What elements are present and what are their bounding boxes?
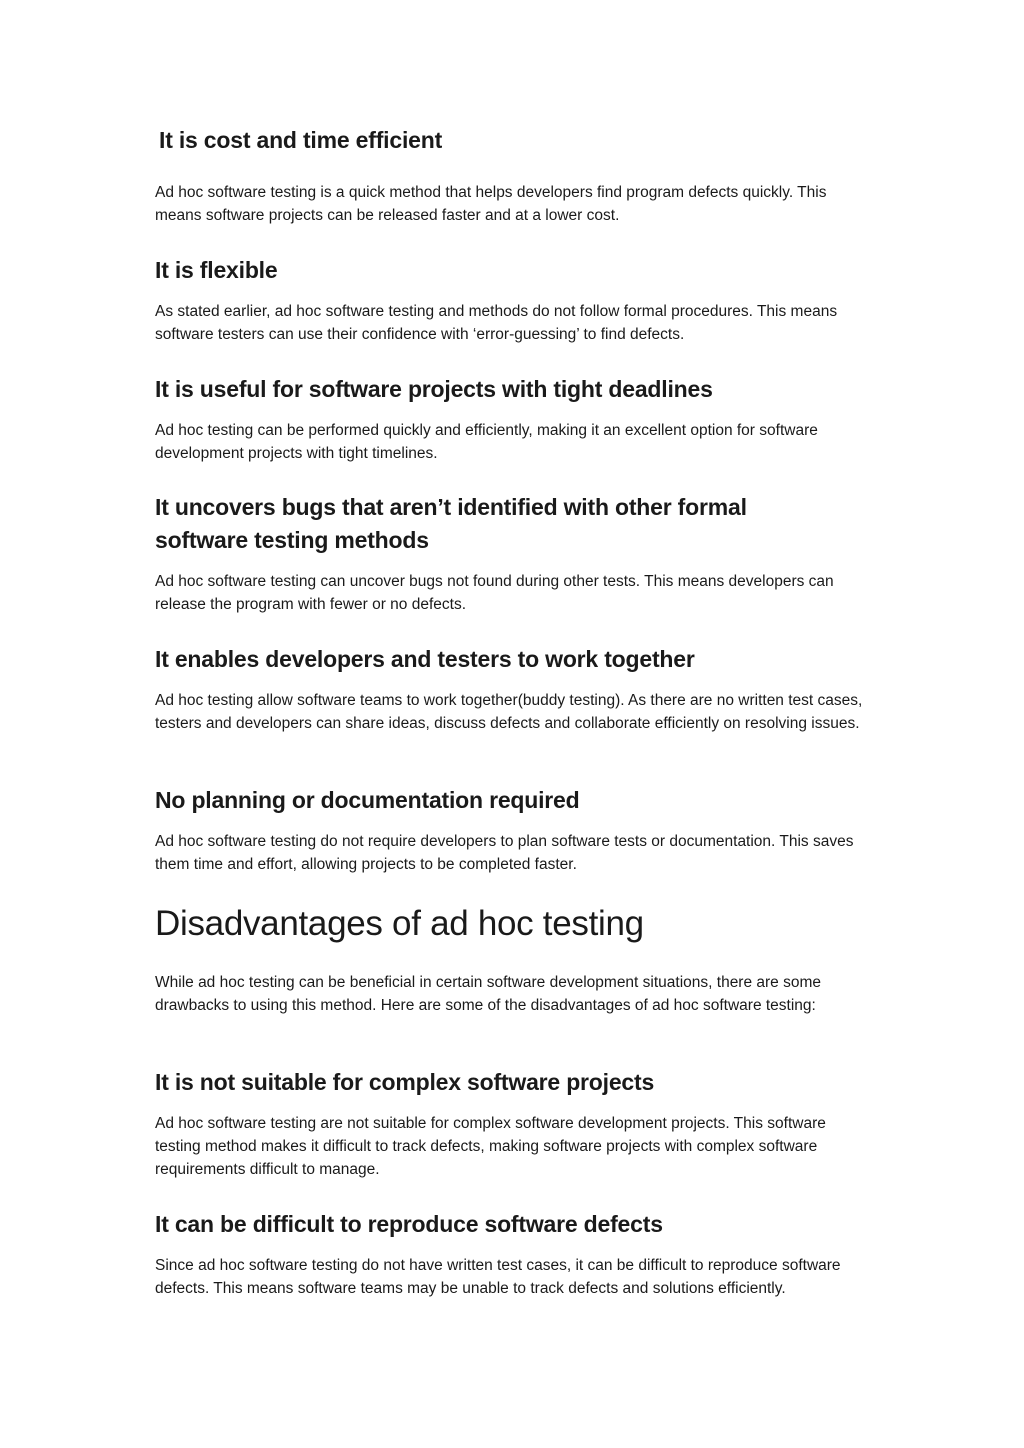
- disadvantages-intro: While ad hoc testing can be beneficial in certain software development situations, there are some drawbacks to using this method. Here are some of the disadvantages of ad hoc software testing:: [155, 974, 822, 1014]
- disadvantage-heading: It is not suitable for complex software projects: [155, 1069, 655, 1095]
- disadvantage-reproduce-defects: [155, 1208, 875, 1241]
- disadvantages-title: Disadvantages of ad hoc testing: [155, 904, 644, 943]
- section-body: Ad hoc software testing do not require developers to plan software tests or documentation. This saves them time and effort, allowing projects to be completed faster.: [155, 833, 854, 873]
- disadvantages-section: [155, 902, 875, 946]
- section-cost-time-efficient: [155, 124, 875, 157]
- section-heading: It is useful for software projects with tight deadlines: [155, 376, 713, 402]
- section-cost-time-efficient-body: [155, 181, 875, 227]
- disadvantages-intro-block: [155, 971, 875, 1017]
- section-flexible: [155, 254, 875, 287]
- disadvantage-body: Since ad hoc software testing do not have written test cases, it can be difficult to reproduce software defects. This means software teams may be unable to track defects and solutions efficiently.: [155, 1257, 841, 1297]
- disadvantage-reproduce-defects-body: [155, 1254, 875, 1300]
- section-heading: It enables developers and testers to work together: [155, 646, 695, 672]
- section-tight-deadlines-body: [155, 419, 875, 465]
- section-uncovers-bugs: [155, 491, 835, 557]
- disadvantage-complex-projects: [155, 1066, 875, 1099]
- section-body: Ad hoc testing can be performed quickly and efficiently, making it an excellent option for software development projects with tight timelines.: [155, 422, 818, 462]
- section-no-planning: [155, 784, 875, 817]
- section-work-together-body: [155, 689, 875, 735]
- section-body: Ad hoc software testing is a quick method that helps developers find program defects quickly. This means software projects can be released faster and at a lower cost.: [155, 184, 827, 224]
- section-uncovers-bugs-body: [155, 570, 875, 616]
- section-body: Ad hoc software testing can uncover bugs not found during other tests. This means developers can release the program with fewer or no defects.: [155, 573, 834, 613]
- section-flexible-body: [155, 300, 875, 346]
- section-tight-deadlines: [155, 373, 875, 406]
- section-body: Ad hoc testing allow software teams to work together(buddy testing). As there are no written test cases, testers and developers can share ideas, discuss defects and collaborate efficiently on resolving issues.: [155, 692, 863, 732]
- disadvantage-body: Ad hoc software testing are not suitable for complex software development projects. This software testing method makes it difficult to track defects, making software projects with complex software requirements difficult to manage.: [155, 1115, 826, 1178]
- section-heading: It is flexible: [155, 257, 278, 283]
- section-heading: No planning or documentation required: [155, 787, 580, 813]
- disadvantage-complex-projects-body: [155, 1112, 875, 1181]
- section-heading: It is cost and time efficient: [159, 127, 443, 153]
- disadvantage-heading: It can be difficult to reproduce software defects: [155, 1211, 663, 1237]
- section-heading: It uncovers bugs that aren’t identified with other formal software testing methods: [155, 494, 747, 553]
- section-work-together: [155, 643, 875, 676]
- section-no-planning-body: [155, 830, 875, 876]
- section-body: As stated earlier, ad hoc software testing and methods do not follow formal procedures. This means software testers can use their confidence with ‘error-guessing’ to find defects.: [155, 303, 838, 343]
